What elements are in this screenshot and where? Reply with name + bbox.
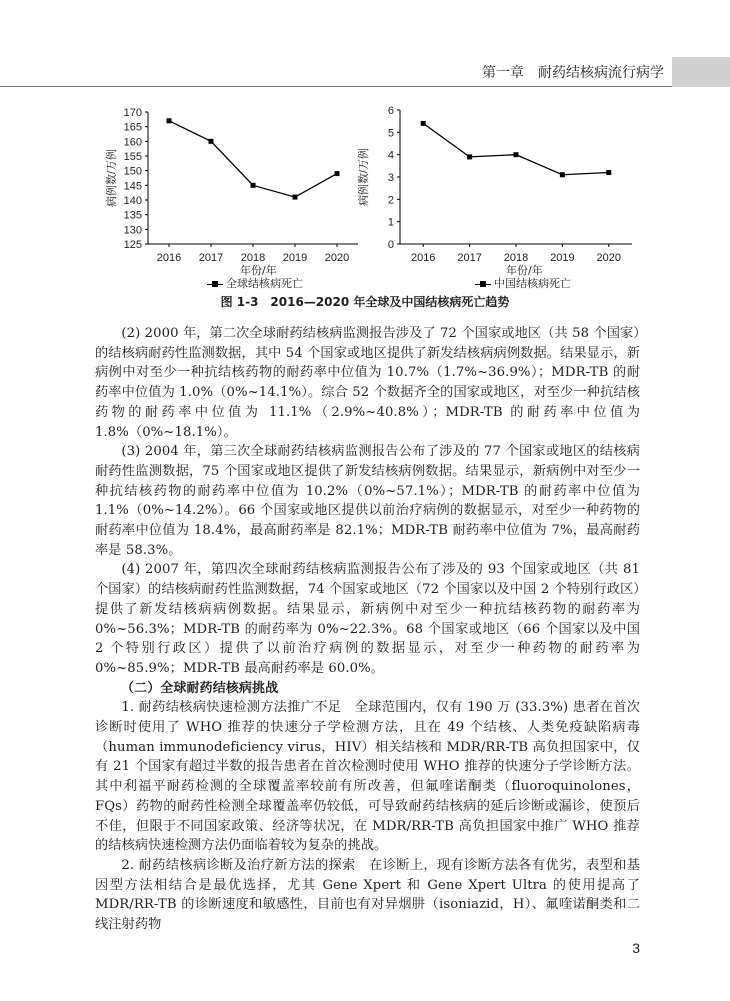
y-tick-label: 140 [123,195,142,207]
data-point [514,152,519,157]
data-point [167,118,172,123]
y-tick-label: 145 [123,180,142,193]
y-tick-label: 2 [387,194,394,207]
china-chart-legend-label: 中国结核病死亡 [494,277,571,290]
y-tick-label: 170 [123,107,142,119]
y-axis-label: 病例数/万例 [358,147,370,207]
page-number: 3 [632,940,640,956]
x-tick-label: 2016 [156,252,182,264]
paragraph-rapid-testing: 1. 耐药结核病快速检测方法推广不足 全球范围内，仅有 190 万 (33.3%) 患者在首次诊断时使用了 WHO 推荐的快速分子学检测方法，且在 49 个结核、人类免疫缺陷病毒（human immunodeficiency virus，HIV）相关结核和 MDR/RR-TB 高负担国家中，仅有 21 个国家有超过半数的报告患者在首次检测时使用 WHO 推荐的快速分子学诊断方法。其中利福平耐药检测的全球覆盖率较前有所改善，但氟喹诺酮类（fluoroquinolones，FQs）药物的耐药性检测全球覆盖率仍较低，可导致耐药结核病的延后诊断或漏诊，使预后不佳，但限于不同国家政策、经济等状况，在 MDR/RR-TB 高负担国家中推广 WHO 推荐的结核病快速检测方法仍面临着较为复杂的挑战。 [95,700,640,854]
figure-caption: 图 1-3 2016—2020 年全球及中国结核病死亡趋势 [220,295,510,309]
data-point [467,154,472,159]
y-tick-label: 5 [387,127,394,140]
y-tick-label: 130 [123,224,142,237]
y-tick-label: 3 [387,172,394,184]
x-tick-label: 2016 [410,252,436,264]
legend-line-marker-icon [475,284,491,285]
data-point [421,121,426,126]
header-rule [0,86,672,87]
y-tick-label: 6 [387,105,394,117]
china-chart-legend [475,275,571,291]
data-point [209,139,214,144]
section-heading: （二）全球耐药结核病挑战 [121,680,279,696]
global-chart-legend-label: 全球结核病死亡 [226,277,303,290]
paragraph-2000-survey: (2) 2000 年，第二次全球耐药结核病监测报告涉及了 72 个国家或地区（共 58 个国家）的结核病耐药性监测数据，其中 54 个国家或地区提供了新发结核病病例数据。结果显示，新病例中对至少一种抗结核药物的耐药率中位值为 10.7%（1.7%~36.9%）；MDR-TB 的耐药率中位值为 1.0%（0%~14.1%）。综合 52 个数据齐全的国家或地区，对至少一种抗结核药物的耐药率中位值为 11.1%（2.9%~40.8%）；MDR-TB 的耐药率中位值为 1.8%（0%~18.1%）。 [95,326,640,440]
x-tick-label: 2017 [198,252,224,264]
series-line [423,123,609,174]
x-tick-label: 2019 [282,252,308,264]
data-point [606,170,611,175]
chapter-tab [672,57,730,87]
y-tick-label: 1 [387,216,394,229]
legend-line-marker-icon [207,284,223,285]
paragraph-new-methods: 2. 耐药结核病诊断及治疗新方法的探索 在诊断上，现有诊断方法各有优劣，表型和基因型方法相结合是最优选择，尤其 Gene Xpert 和 Gene Xpert Ultra 的使用提高了 MDR/RR-TB 的诊断速度和敏感性，目前也有对异烟肼（isoniazid，H）、氟喹诺酮类和二线注射药物 [95,857,640,933]
x-tick-label: 2018 [240,252,266,264]
global-tb-death-chart [100,100,360,264]
y-tick-label: 165 [123,121,142,134]
global-chart-xlabel: 年份/年 [240,264,277,277]
y-tick-label: 135 [123,209,142,222]
y-tick-label: 0 [387,239,394,251]
data-point [293,195,298,200]
running-head: 第一章 耐药结核病流行病学 [482,65,664,81]
y-tick-label: 155 [123,151,142,163]
china-tb-death-chart [358,100,640,264]
x-tick-label: 2020 [324,252,350,264]
x-tick-label: 2020 [596,252,622,264]
y-tick-label: 4 [387,149,394,162]
china-tb-death-chart-svg [358,100,640,264]
body-text [95,324,640,935]
x-tick-label: 2017 [457,252,482,264]
data-point [335,171,340,176]
y-tick-label: 150 [123,165,142,178]
page-top-margin [0,0,730,57]
x-tick-label: 2019 [550,252,575,264]
y-axis-label: 病例数/万例 [106,148,118,208]
y-tick-label: 125 [123,239,142,251]
china-chart-xlabel: 年份/年 [506,264,543,277]
data-point [560,172,565,177]
global-chart-legend [207,275,303,291]
data-point [251,183,256,188]
x-tick-label: 2018 [503,252,529,264]
paragraph-2004-survey: (3) 2004 年，第三次全球耐药结核病监测报告公布了涉及的 77 个国家或地区的结核病耐药性监测数据，75 个国家或地区提供了新发结核病例数据。结果显示，新病例中对至少一种抗结核药物的耐药率中位值为 10.2%（0%~57.1%）；MDR-TB 的耐药率中位值为 1.1%（0%~14.2%）。66 个国家或地区提供以前治疗病例的数据显示，对至少一种药物的耐药率中位值为 18.4%，最高耐药率是 82.1%；MDR-TB 耐药率中位值为 7%，最高耐药率是 58.3%。 [95,444,640,558]
paragraph-2007-survey: (4) 2007 年，第四次全球耐药结核病监测报告公布了涉及的 93 个国家或地区（共 81 个国家）的结核病耐药性监测数据，74 个国家或地区（72 个国家以及中国 2 个特别行政区）提供了新发结核病病例数据。结果显示，新病例中对至少一种抗结核药物的耐药率为 0%~56.3%；MDR-TB 的耐药率为 0%~22.3%。68 个国家或地区（66 个国家以及中国 2 个特别行政区）提供了以前治疗病例的数据显示，对至少一种药物的耐药率为 0%~85.9%；MDR-TB 最高耐药率是 60.0%。 [95,562,640,676]
global-tb-death-chart-svg [100,100,360,264]
y-tick-label: 160 [123,136,142,149]
